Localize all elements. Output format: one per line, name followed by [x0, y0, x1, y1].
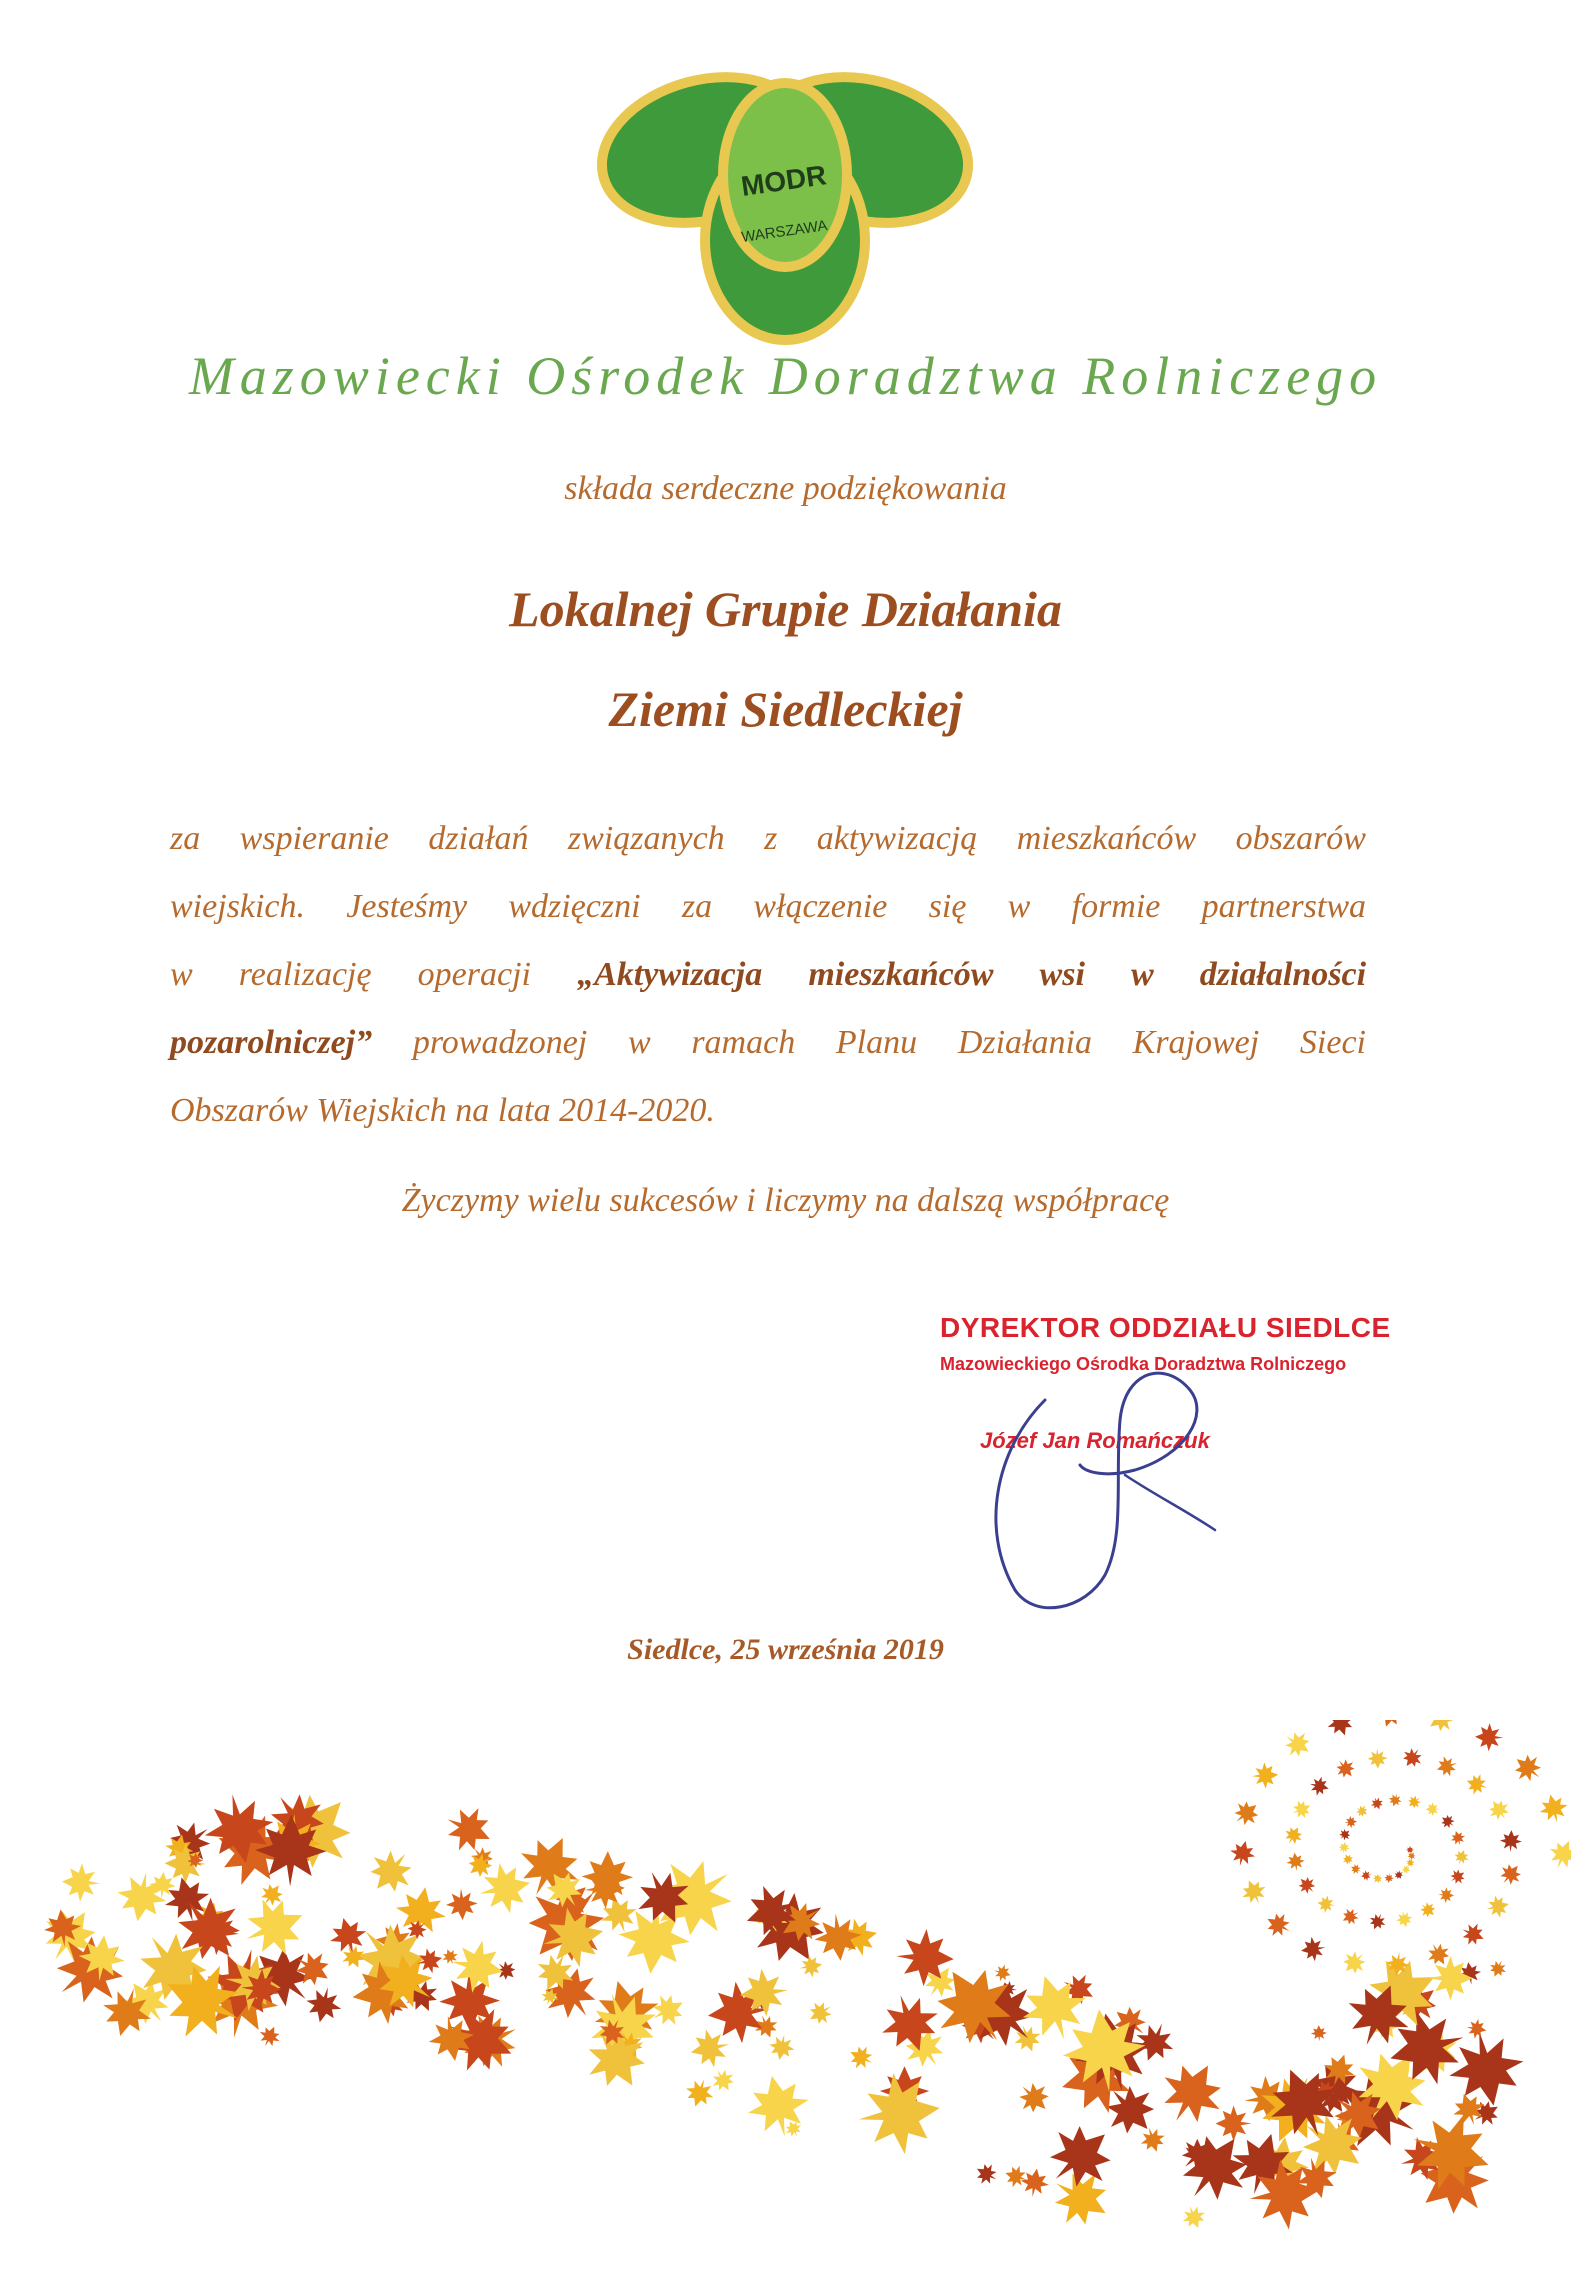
leaf-icon	[360, 1840, 423, 1903]
leaf-icon	[1398, 1743, 1427, 1772]
operation-title-part-1: „Aktywizacja mieszkańców wsi w działalności	[577, 956, 1367, 993]
leaf-icon	[1227, 1838, 1258, 1869]
leaf-icon	[1442, 2024, 1530, 2112]
leaf-icon	[1337, 1945, 1371, 1979]
leaf-icon	[1179, 2202, 1210, 2233]
leaf-icon	[1406, 1846, 1414, 1854]
leaf-icon	[1465, 2017, 1488, 2040]
leaf-icon	[1447, 1866, 1469, 1888]
leaf-icon	[445, 1887, 478, 1920]
stamp-subtitle: Mazowieckiego Ośrodka Doradztwa Rolniczego	[940, 1354, 1347, 1374]
stamp-title: DYREKTOR ODDZIAŁU SIEDLCE	[940, 1312, 1391, 1343]
leaf-icon	[1499, 1830, 1522, 1853]
logo-text-modr: MODR	[739, 159, 829, 202]
leaf-icon	[1369, 1795, 1386, 1812]
leaf-icon	[255, 1878, 288, 1911]
leaf-icon	[1261, 1908, 1295, 1942]
leaf-icon	[992, 1962, 1013, 1983]
leaf-icon	[1289, 1797, 1314, 1822]
leaf-icon	[1002, 2162, 1030, 2190]
place-and-date: Siedlce, 25 września 2019	[627, 1633, 944, 1666]
leaf-icon	[1400, 1864, 1412, 1876]
leaf-icon	[1237, 1875, 1270, 1908]
leaf-icon	[1349, 1862, 1363, 1876]
leaf-icon	[1463, 1771, 1490, 1798]
leaf-icon	[1484, 1795, 1514, 1825]
leaf-icon	[798, 1953, 824, 1979]
leaf-icon	[1438, 1812, 1458, 1832]
leaf-icon	[1353, 1802, 1370, 1819]
recipient-name-line-2: Ziemi Siedleckiej	[608, 681, 963, 737]
leaf-icon	[1337, 1841, 1350, 1854]
leaf-icon	[742, 2070, 816, 2144]
leaf-icon	[1228, 1795, 1265, 1832]
leaf-icon	[1422, 1720, 1461, 1738]
leaf-icon	[1323, 1720, 1357, 1740]
leaf-icon	[1434, 1753, 1460, 1779]
body-line-4-rest: prowadzonej w ramach Planu Działania Krajowej Sieci	[412, 1024, 1366, 1061]
leaf-icon	[302, 1983, 345, 2026]
body-line-4	[170, 1009, 1366, 1077]
leaf-icon	[1367, 1748, 1388, 1769]
operation-title-part-2: pozarolniczej”	[170, 1024, 373, 1061]
leaf-icon	[1475, 1723, 1504, 1752]
leaf-icon	[1336, 1826, 1353, 1843]
leaf-icon	[1452, 1847, 1471, 1866]
leaf-icon	[1299, 1935, 1327, 1963]
leaf-icon	[1371, 1871, 1385, 1885]
leaf-icon	[1458, 1919, 1489, 1950]
leaf-icon	[707, 2064, 739, 2096]
leaf-icon	[1544, 1835, 1571, 1873]
logo-text-warszawa: WARSZAWA	[740, 217, 829, 246]
body-paragraph	[170, 805, 1366, 1145]
leaf-icon	[972, 2159, 1002, 2189]
body-line-2: wiejskich. Jesteśmy wdzięczni za włączenie się w formie partnerstwa	[170, 888, 1366, 925]
leaf-icon	[1405, 1792, 1424, 1811]
leaf-icon	[1508, 1748, 1548, 1788]
leaf-icon	[1425, 1802, 1439, 1816]
leaf-icon	[1018, 2166, 1051, 2199]
wishes-text: Życzymy wielu sukcesów i liczymy na dalszą współpracę	[401, 1182, 1170, 1219]
leaf-icon	[1344, 1815, 1358, 1829]
leaf-icon	[845, 2041, 878, 2074]
leaf-icon	[1366, 1910, 1389, 1933]
leaf-icon	[1339, 1905, 1363, 1929]
leaf-icon	[1011, 2075, 1056, 2120]
leaf-icon	[1294, 1873, 1319, 1898]
leaf-icon	[1279, 1725, 1316, 1762]
leaf-icon	[1285, 1851, 1306, 1872]
recipient-name-line-1: Lokalnej Grupie Działania	[509, 581, 1062, 637]
leaf-icon	[1484, 1893, 1511, 1920]
leaf-icon	[1449, 1829, 1467, 1847]
leaf-icon	[1316, 1894, 1336, 1914]
leaf-icon	[1384, 1873, 1395, 1884]
leaf-icon	[804, 1996, 837, 2029]
leaf-icon	[1373, 1720, 1408, 1731]
leaf-icon	[1341, 1852, 1356, 1867]
leaf-icon	[1360, 1869, 1372, 1881]
leaf-icon	[1416, 1898, 1439, 1921]
organization-name: Mazowiecki Ośrodek Doradztwa Rolniczego	[188, 346, 1383, 406]
leaf-icon	[325, 1913, 371, 1959]
leaf-icon	[255, 2022, 284, 2051]
leaf-icon	[1331, 1755, 1359, 1783]
leaf-icon	[1307, 1774, 1331, 1798]
autumn-leaves-decoration	[0, 1720, 1571, 2270]
body-line-3-start: w realizację operacji	[170, 956, 531, 993]
leaf-icon	[438, 1798, 500, 1860]
intro-text: składa serdeczne podziękowania	[564, 470, 1007, 507]
leaf-icon	[1311, 2025, 1328, 2042]
leaf-icon	[645, 1988, 690, 2033]
leaf-icon	[1438, 1887, 1455, 1904]
leaf-icon	[1536, 1791, 1571, 1826]
modr-logo	[590, 50, 980, 350]
leaf-icon	[1495, 1859, 1527, 1891]
leaf-icon	[1486, 1957, 1509, 1980]
leaf-icon	[1137, 2124, 1169, 2156]
body-line-1: za wspieranie działań związanych z aktywizacją mieszkańców obszarów	[170, 820, 1366, 857]
body-line-5: Obszarów Wiejskich na lata 2014-2020.	[170, 1092, 715, 1129]
leaf-icon	[767, 2032, 797, 2062]
leaf-icon	[61, 1862, 101, 1902]
leaf-icon	[1251, 1762, 1279, 1790]
leaf-icon	[440, 1946, 461, 1967]
stamp-name: Józef Jan Romańczuk	[980, 1428, 1210, 1453]
leaf-icon	[1394, 1909, 1414, 1929]
leaf-icon	[1281, 1823, 1307, 1849]
body-line-3	[170, 941, 1366, 1009]
leaf-icon	[1216, 2106, 1252, 2142]
handwritten-signature	[975, 1360, 1275, 1620]
leaf-icon	[682, 2075, 718, 2111]
leaf-icon	[1387, 1792, 1403, 1808]
